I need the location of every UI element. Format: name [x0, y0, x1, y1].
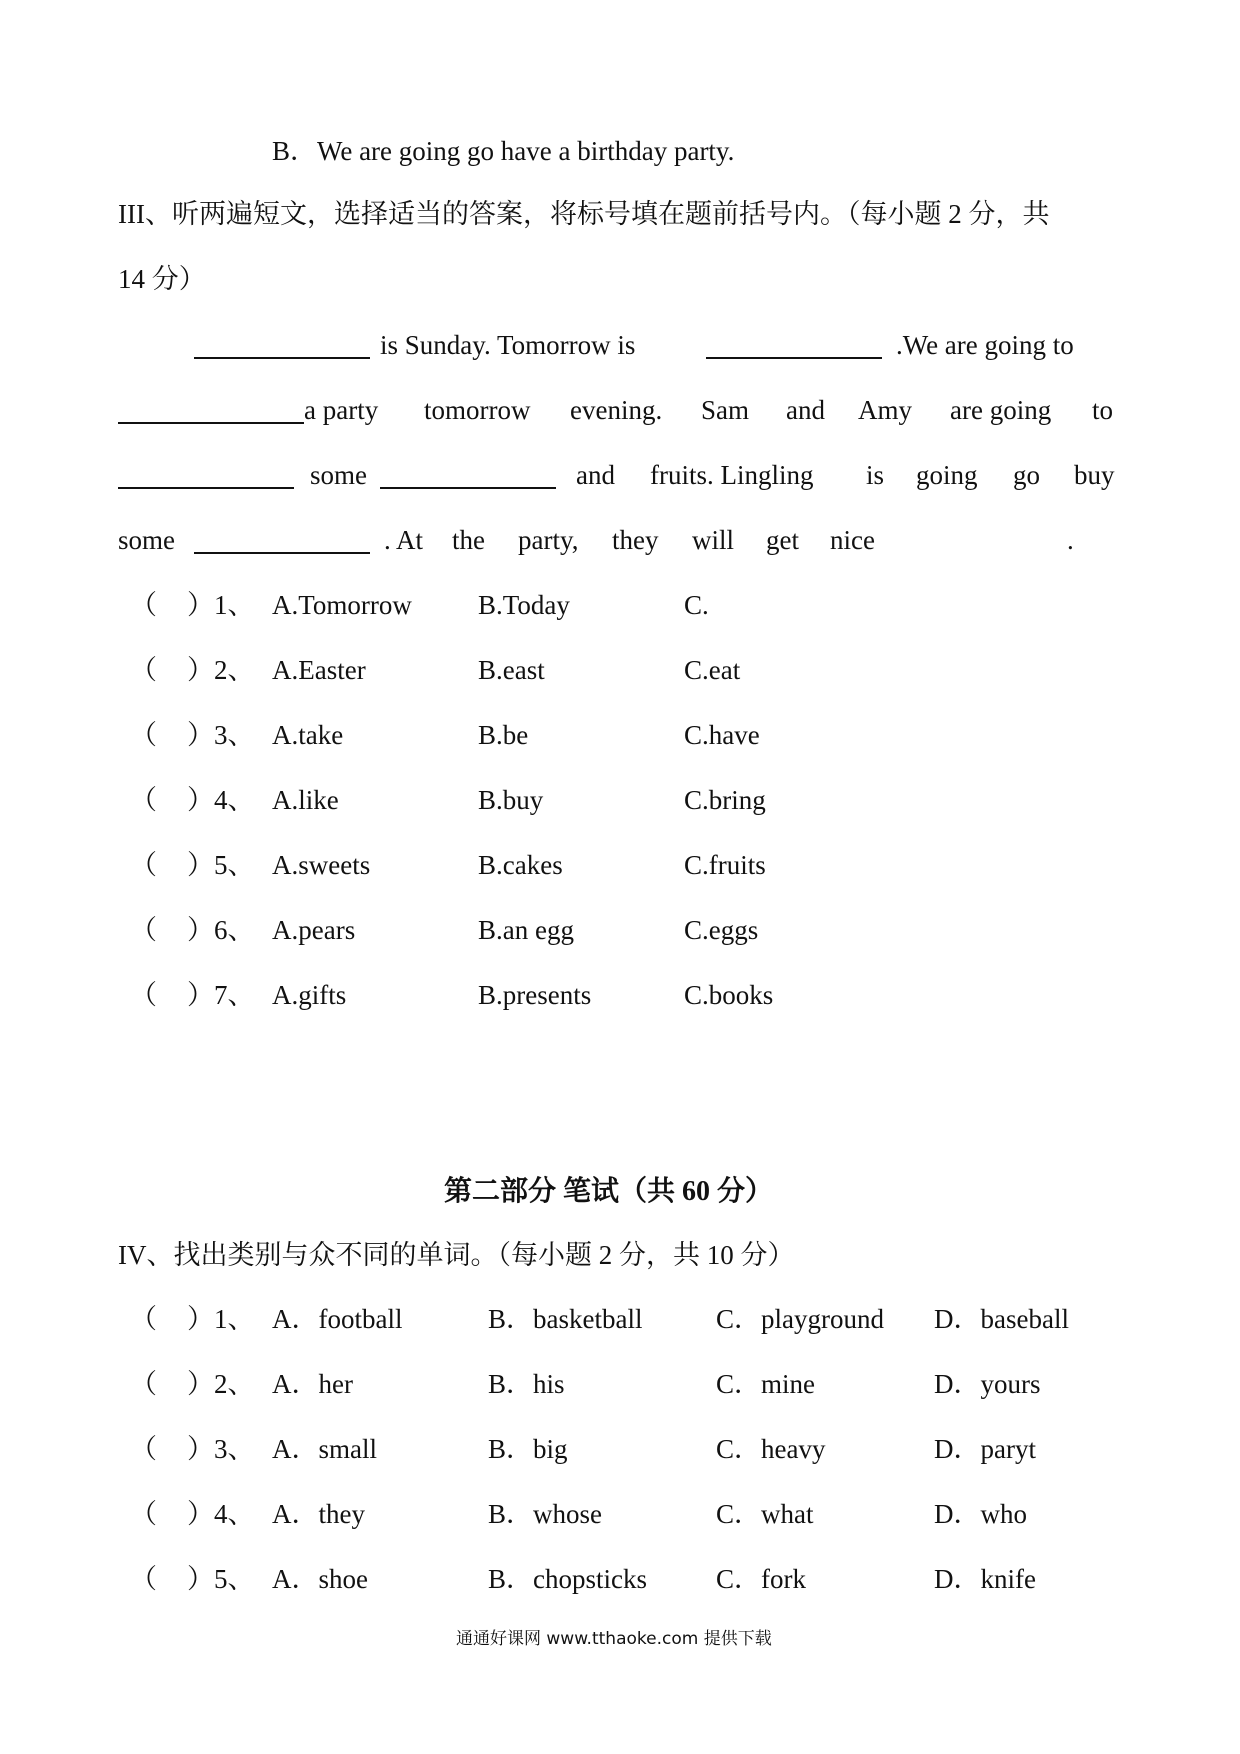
- answer-paren[interactable]: （: [130, 850, 157, 880]
- option-b[interactable]: B.Today: [478, 590, 570, 620]
- section4-instruction: IV、找出类别与众不同的单词。（每小题 2 分，共 10 分）: [118, 1240, 795, 1270]
- passage-text: going: [916, 460, 978, 490]
- passage-blank-6[interactable]: [194, 526, 370, 554]
- passage-text: .: [1067, 525, 1074, 555]
- option-b[interactable]: B.cakes: [478, 850, 563, 880]
- passage-text: get: [766, 525, 799, 555]
- section3-instruction-cont: 14 分）: [118, 264, 206, 294]
- question-number: ）6、: [187, 915, 255, 945]
- section3-instruction: III、听两遍短文，选择适当的答案，将标号填在题前括号内。（每小题 2 分，共: [118, 199, 1050, 229]
- option-a[interactable]: A.sweets: [272, 850, 371, 880]
- passage-text: evening.: [570, 395, 663, 425]
- answer-paren[interactable]: （: [130, 720, 157, 750]
- option-d[interactable]: D．knife: [934, 1564, 1036, 1594]
- passage-text: will: [692, 525, 735, 555]
- option-a[interactable]: A.gifts: [272, 980, 347, 1010]
- question-number: ）7、: [187, 980, 255, 1010]
- option-c[interactable]: C.: [684, 590, 709, 620]
- option-a[interactable]: A.take: [272, 720, 344, 750]
- part2-title: 第二部分 笔试（共 60 分）: [444, 1176, 774, 1207]
- answer-paren[interactable]: （: [130, 785, 157, 815]
- option-c[interactable]: C.eat: [684, 655, 741, 685]
- footer-credit: 通通好课网 www.tthaoke.com 提供下载: [456, 1629, 772, 1649]
- option-c[interactable]: C.have: [684, 720, 760, 750]
- option-d[interactable]: D．who: [934, 1499, 1027, 1529]
- passage-text: some: [310, 460, 367, 490]
- option-d[interactable]: D．baseball: [934, 1304, 1069, 1334]
- option-b[interactable]: B.east: [478, 655, 545, 685]
- answer-paren[interactable]: （: [130, 590, 157, 620]
- option-c[interactable]: C．mine: [716, 1369, 815, 1399]
- option-a[interactable]: A．her: [272, 1369, 353, 1399]
- question-number: ）3、: [187, 1434, 255, 1464]
- answer-paren[interactable]: （: [130, 1499, 157, 1529]
- option-c[interactable]: C.eggs: [684, 915, 759, 945]
- question-number: ）3、: [187, 720, 255, 750]
- passage-text: and: [786, 395, 825, 425]
- option-b[interactable]: B．his: [488, 1369, 565, 1399]
- passage-text: buy: [1074, 460, 1115, 490]
- option-b[interactable]: B.presents: [478, 980, 592, 1010]
- answer-paren[interactable]: （: [130, 980, 157, 1010]
- passage-blank-5[interactable]: [380, 461, 556, 489]
- question-number: ）4、: [187, 1499, 255, 1529]
- option-c[interactable]: C.fruits: [684, 850, 766, 880]
- option-c[interactable]: C．playground: [716, 1304, 884, 1334]
- option-a[interactable]: A．football: [272, 1304, 403, 1334]
- option-b[interactable]: B．basketball: [488, 1304, 643, 1334]
- option-a[interactable]: A.like: [272, 785, 339, 815]
- passage-text: . At: [384, 525, 424, 555]
- passage-text: nice: [830, 525, 875, 555]
- option-c[interactable]: C．heavy: [716, 1434, 826, 1464]
- option-b[interactable]: B．chopsticks: [488, 1564, 647, 1594]
- passage-blank-3[interactable]: [118, 396, 304, 424]
- option-b[interactable]: B.buy: [478, 785, 544, 815]
- option-a[interactable]: A．shoe: [272, 1564, 368, 1594]
- passage-blank-1[interactable]: [194, 331, 370, 359]
- passage-text: and: [576, 460, 615, 490]
- passage-text: tomorrow: [424, 395, 531, 425]
- option-c[interactable]: C.books: [684, 980, 774, 1010]
- option-b[interactable]: B.an egg: [478, 915, 574, 945]
- passage-text: they: [612, 525, 659, 555]
- question-number: ）4、: [187, 785, 255, 815]
- passage-text: .We are going to: [896, 330, 1074, 360]
- passage-text: some: [118, 525, 175, 555]
- answer-paren[interactable]: （: [130, 1434, 157, 1464]
- question-number: ）1、: [187, 1304, 255, 1334]
- passage-text: the: [452, 525, 485, 555]
- option-c[interactable]: C.bring: [684, 785, 766, 815]
- passage-text: fruits. Lingling: [650, 460, 814, 490]
- answer-paren[interactable]: （: [130, 1564, 157, 1594]
- passage-blank-4[interactable]: [118, 461, 294, 489]
- option-a[interactable]: A．small: [272, 1434, 377, 1464]
- answer-paren[interactable]: （: [130, 655, 157, 685]
- question-number: ）2、: [187, 1369, 255, 1399]
- option-b[interactable]: B.be: [478, 720, 529, 750]
- passage-text: to: [1092, 395, 1114, 425]
- intro-option-b: B．We are going go have a birthday party.: [272, 136, 735, 166]
- option-d[interactable]: D．yours: [934, 1369, 1041, 1399]
- passage-text: party,: [518, 525, 579, 555]
- passage-text: Amy: [858, 395, 912, 425]
- option-a[interactable]: A.pears: [272, 915, 356, 945]
- passage-text: go: [1013, 460, 1040, 490]
- answer-paren[interactable]: （: [130, 915, 157, 945]
- option-a[interactable]: A.Easter: [272, 655, 366, 685]
- question-number: ）2、: [187, 655, 255, 685]
- option-c[interactable]: C．fork: [716, 1564, 806, 1594]
- option-d[interactable]: D．paryt: [934, 1434, 1036, 1464]
- passage-blank-2[interactable]: [706, 331, 882, 359]
- option-b[interactable]: B．whose: [488, 1499, 602, 1529]
- passage-text: a party: [304, 395, 379, 425]
- question-number: ）5、: [187, 850, 255, 880]
- answer-paren[interactable]: （: [130, 1304, 157, 1334]
- passage-text: is Sunday. Tomorrow is: [380, 330, 636, 360]
- passage-text: is: [866, 460, 885, 490]
- option-a[interactable]: A.Tomorrow: [272, 590, 412, 620]
- passage-text: are going: [950, 395, 1052, 425]
- option-b[interactable]: B．big: [488, 1434, 568, 1464]
- option-c[interactable]: C．what: [716, 1499, 814, 1529]
- answer-paren[interactable]: （: [130, 1369, 157, 1399]
- option-a[interactable]: A．they: [272, 1499, 365, 1529]
- passage-text: Sam: [701, 395, 750, 425]
- question-number: ）5、: [187, 1564, 255, 1594]
- question-number: ）1、: [187, 590, 255, 620]
